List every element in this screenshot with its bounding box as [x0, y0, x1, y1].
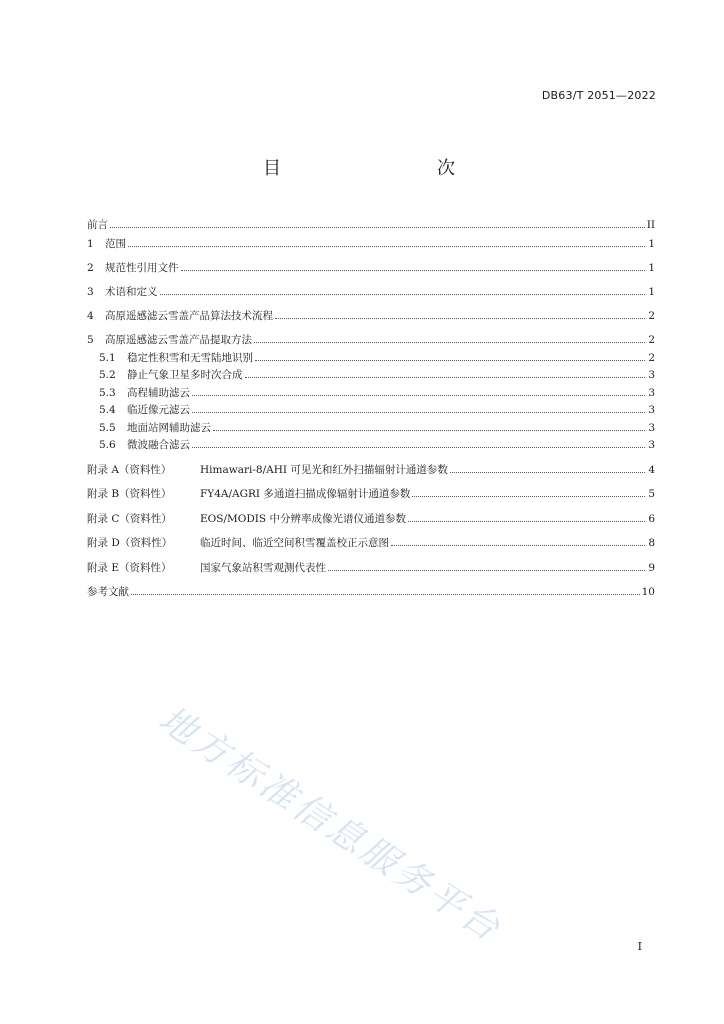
dot-leader: [213, 430, 645, 431]
dot-leader: [192, 412, 645, 413]
toc-entry-appendix[interactable]: [87, 463, 655, 477]
page-title: 目 次: [263, 158, 495, 179]
dot-leader: [131, 594, 640, 595]
dot-leader: [192, 447, 645, 448]
toc-entry-appendix[interactable]: [87, 561, 655, 575]
dot-leader: [160, 294, 646, 295]
toc-label: 微波融合滤云: [127, 439, 190, 451]
toc-page-number: 4: [648, 463, 655, 476]
toc-number: 4: [87, 310, 94, 322]
toc-entry-appendix[interactable]: [87, 536, 655, 550]
toc-page-number: 2: [648, 351, 655, 364]
toc-label: 规范性引用文件: [105, 262, 179, 274]
toc-page-number: 3: [648, 404, 655, 416]
toc-page-number: 1: [648, 286, 655, 298]
dot-leader: [408, 521, 645, 522]
dot-leader: [450, 472, 645, 473]
toc-number: 5.4: [99, 404, 116, 416]
toc-entry-section[interactable]: [87, 386, 655, 400]
toc-entry-appendix[interactable]: [87, 512, 655, 526]
toc-number: 5.5: [99, 421, 116, 434]
toc-label: 前言: [87, 219, 108, 231]
toc-entry-foreword[interactable]: [87, 218, 655, 232]
toc-entry-section[interactable]: [87, 438, 655, 452]
toc-label: 稳定性积雪和无雪陆地识别: [127, 351, 253, 364]
dot-leader: [181, 270, 646, 271]
toc-page-number: 6: [648, 512, 655, 525]
toc-number: 5.2: [99, 369, 116, 381]
toc-page-number: 3: [648, 369, 655, 381]
toc-number: 5.6: [99, 439, 116, 451]
toc-label: 高原遥感滤云雪盖产品提取方法: [105, 334, 252, 346]
toc-label: Himawari-8/AHI 可见光和红外扫描辐射计通道参数: [200, 463, 448, 476]
toc-number: 5: [87, 334, 94, 346]
toc-label: 地面站网辅助滤云: [127, 421, 211, 434]
dot-leader: [128, 246, 645, 247]
dot-leader: [275, 318, 645, 319]
toc-page-number: 3: [648, 421, 655, 434]
appendix-tag: 附录 B（资料性）: [87, 488, 172, 500]
toc-number: 2: [87, 262, 94, 274]
dot-leader: [192, 395, 645, 396]
dot-leader: [245, 377, 646, 378]
toc-page-number: 3: [648, 386, 655, 399]
toc-label: 临近时间、临近空间积雪覆盖校正示意图: [200, 537, 389, 549]
toc-label: 参考文献: [87, 586, 129, 598]
page-number: I: [637, 940, 642, 953]
dot-leader: [255, 360, 645, 361]
toc-label: 静止气象卫星多时次合成: [127, 369, 243, 381]
toc-page-number: 1: [648, 238, 655, 250]
toc-page-number: 10: [641, 586, 655, 598]
dot-leader: [110, 227, 645, 228]
dot-leader: [254, 342, 645, 343]
toc-label: 术语和定义: [105, 286, 158, 298]
toc-label: 范围: [105, 238, 126, 250]
appendix-tag: 附录 D（资料性）: [87, 537, 173, 549]
toc-page-number: II: [646, 219, 655, 231]
toc-number: 3: [87, 286, 94, 298]
toc-page-number: 2: [648, 310, 655, 322]
toc-label: 高程辅助滤云: [127, 386, 190, 399]
toc-label: FY4A/AGRI 多通道扫描成像辐射计通道参数: [200, 488, 411, 500]
toc-page-number: 3: [648, 439, 655, 451]
toc-number: 1: [87, 238, 94, 250]
standard-code: DB63/T 2051—2022: [541, 89, 656, 102]
toc-entry-chapter[interactable]: [87, 261, 655, 275]
toc-label: 国家气象站积雪观测代表性: [200, 561, 326, 574]
appendix-tag: 附录 E（资料性）: [87, 561, 172, 574]
toc-entry-appendix[interactable]: [87, 487, 655, 501]
toc-label: EOS/MODIS 中分辨率成像光谱仪通道参数: [200, 512, 406, 525]
toc-entry-section[interactable]: [87, 403, 655, 417]
toc-entry-section[interactable]: [87, 421, 655, 435]
appendix-tag: 附录 A（资料性）: [87, 463, 172, 476]
dot-leader: [391, 545, 645, 546]
watermark: 地方标准信息服务平台: [151, 698, 510, 951]
toc-page-number: 2: [648, 334, 655, 346]
toc-entry-chapter[interactable]: [87, 285, 655, 299]
toc-entry-section[interactable]: [87, 351, 655, 365]
toc-label: 高原遥感滤云雪盖产品算法技术流程: [105, 310, 273, 322]
appendix-tag: 附录 C（资料性）: [87, 512, 172, 525]
toc-entry-chapter[interactable]: [87, 309, 655, 323]
toc-entry-chapter[interactable]: [87, 333, 655, 347]
dot-leader: [328, 570, 645, 571]
toc-page-number: 1: [648, 262, 655, 274]
toc-page-number: 9: [648, 561, 655, 574]
toc-page-number: 8: [648, 537, 655, 549]
toc-entry-section[interactable]: [87, 368, 655, 382]
toc-page-number: 5: [648, 488, 655, 500]
toc-label: 临近像元滤云: [127, 404, 190, 416]
toc-entry-references[interactable]: [87, 585, 655, 599]
toc-number: 5.1: [99, 351, 116, 364]
table-of-contents: [87, 218, 655, 599]
dot-leader: [412, 496, 645, 497]
toc-entry-chapter[interactable]: [87, 237, 655, 251]
toc-number: 5.3: [99, 386, 116, 399]
